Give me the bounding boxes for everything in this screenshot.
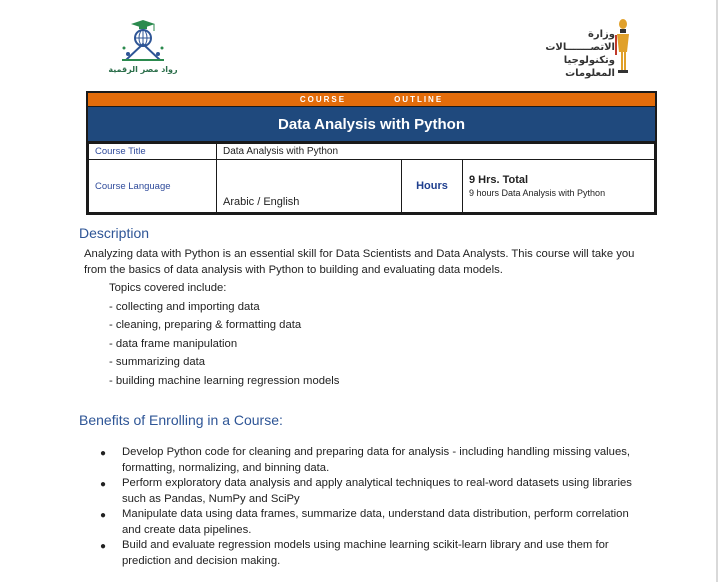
description-paragraph: Analyzing data with Python is an essential skill for Data Scientists and Data Analysts. This course will take you from the basics of data analysis with Python to building and evaluating data models. [84,248,635,276]
hours-detail: 9 hours Data Analysis with Python [469,188,606,198]
bullet-icon: ● [100,479,107,490]
hours-total: 9 Hrs. Total [469,174,529,186]
topics-list [109,279,339,391]
bullet-icon: ● [100,510,107,521]
course-language-label: Course Language [89,160,217,213]
outline-header-bar [88,93,655,107]
benefit-item [100,445,640,476]
depi-logo [108,18,178,78]
hours-label: Hours [402,160,463,213]
topic-item: - collecting and importing data [109,300,260,313]
course-title-label: Course Title [89,144,217,160]
outline-bar-word-outline: OUTLINE [394,95,444,104]
benefit-item [100,538,640,569]
description-heading: Description [79,225,150,241]
benefit-item [100,507,640,538]
course-title-band: Data Analysis with Python [88,107,655,143]
benefit-item [100,476,640,507]
topic-item: - data frame manipulation [109,337,238,350]
course-language-value: Arabic / English [217,160,402,213]
course-title-row [89,144,655,160]
benefits-list [100,445,640,569]
benefit-text: Develop Python code for cleaning and preparing data for analysis - including handling missing values, formatting, normalizing, and binning data. [122,446,631,474]
benefits-heading: Benefits of Enrolling in a Course: [79,412,283,428]
depi-emblem-icon [118,18,168,64]
depi-caption: رواد مصر الرقمية [108,65,178,74]
benefit-text: Perform exploratory data analysis and apply analytical techniques to real-word datasets using libraries such as Pandas, NumPy and SciPy [122,477,632,505]
pharaoh-figure-icon [613,18,633,74]
hours-cell [463,160,655,213]
mcit-logo [525,18,635,79]
course-outline-table [86,91,657,215]
course-title-value: Data Analysis with Python [217,144,655,160]
topic-item: - summarizing data [109,356,206,369]
mcit-line-1: وزارة الاتصـــــــالات [545,29,615,53]
outline-bar-word-course: COURSE [299,95,347,104]
course-info-grid [88,143,655,213]
mcit-wordmark [525,28,615,80]
bullet-icon: ● [100,541,107,552]
course-language-row [89,160,655,213]
benefit-text: Build and evaluate regression models using machine learning scikit-learn library and use them for prediction and decision making. [122,539,609,567]
mcit-line-2: وتكنولوجيا المعلومات [563,55,615,79]
topic-item: - building machine learning regression models [109,374,340,387]
benefit-text: Manipulate data using data frames, summarize data, understand data distribution, perform correlation and create data pipelines. [122,508,629,536]
topics-intro: Topics covered include: [109,282,227,294]
bullet-icon: ● [100,448,107,459]
topic-item: - cleaning, preparing & formatting data [109,319,302,332]
